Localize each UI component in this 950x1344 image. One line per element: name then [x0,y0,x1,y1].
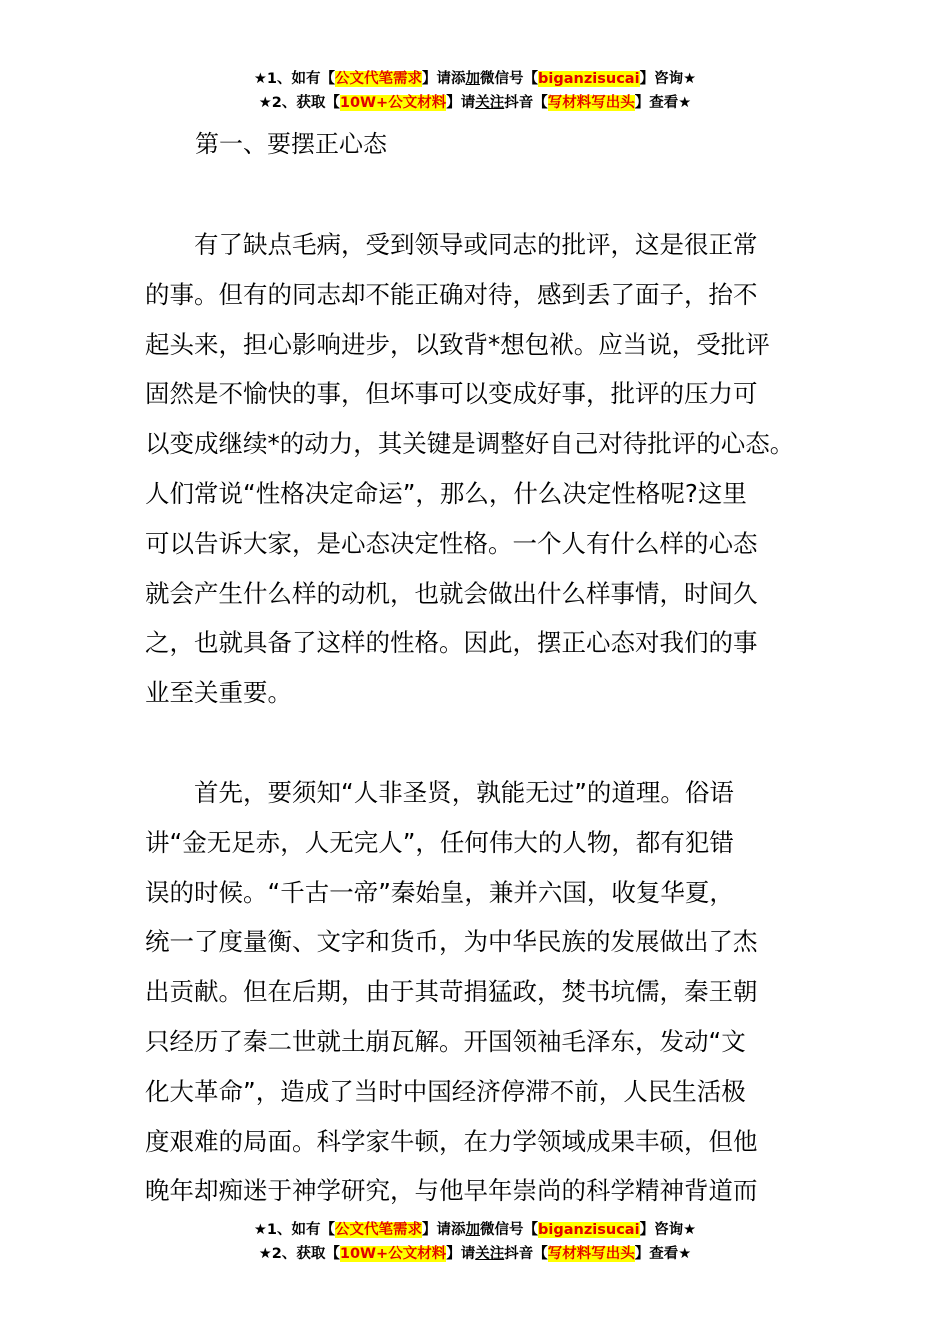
banner-text: 微信号【 [480,1222,539,1238]
banner-highlight: 公文代笔需求 [335,1222,423,1238]
paragraph-line: 晚年却痴迷于神学研究，与他早年崇尚的科学精神背道而 [145,1176,758,1206]
paragraph-line: 讲“金无足赤，人无完人”，任何伟大的人物，都有犯错 [145,827,734,857]
banner-line-1 [0,67,950,91]
paragraph-line: 出贡献。但在后期，由于其苛捐猛政，焚书坑儒，秦王朝 [145,977,758,1007]
paragraph-1 [145,220,825,718]
banner-text: 】查看★ [634,95,692,111]
header-banner [0,67,950,115]
banner-line-2 [0,91,950,115]
banner-highlight: 公文代笔需求 [335,71,423,87]
paragraph-line: 人们常说“性格决定命运”，那么，什么决定性格呢?这里 [145,478,747,508]
paragraph-line: 以变成继续*的动力，其关键是调整好自己对待批评的心态。 [145,429,795,459]
banner-text: 微信号【 [480,71,539,87]
banner-text: 】请添 [422,71,466,87]
paragraph-line: 只经历了秦二世就土崩瓦解。开国领袖毛泽东，发动“文 [145,1026,746,1056]
banner-text: 】请 [446,1246,476,1262]
paragraph-line: 化大革命”，造成了当时中国经济停滞不前，人民生活极 [145,1076,746,1106]
paragraph-line: 可以告诉大家，是心态决定性格。一个人有什么样的心态 [145,528,758,558]
banner-text: 抖音【 [504,95,548,111]
banner-underline-text: 加 [465,71,481,87]
footer-banner [0,1218,950,1266]
banner-underline-text: 关注 [475,1246,505,1262]
banner-text: 】请添 [422,1222,466,1238]
banner-line-1 [0,1218,950,1242]
banner-text: 】咨询★ [639,71,697,87]
paragraph-2 [145,768,825,1216]
paragraph-line: 就会产生什么样的动机，也就会做出什么样事情，时间久 [145,578,758,608]
banner-highlight: 10W+公文材料 [339,95,447,111]
paragraph-line: 首先，要须知“人非圣贤，孰能无过”的道理。俗语 [145,778,734,807]
banner-highlight: biganzisucai [538,1222,640,1238]
paragraph-line: 统一了度量衡、文字和货币，为中华民族的发展做出了杰 [145,927,758,957]
banner-highlight: 写材料写出头 [547,95,635,111]
banner-underline-text: 加 [465,1222,481,1238]
paragraph-line: 起头来，担心影响进步，以致背*想包袱。应当说，受批评 [145,329,770,359]
paragraph-line: 度艰难的局面。科学家牛顿，在力学领域成果丰硕，但他 [145,1126,758,1156]
banner-text: 】请 [446,95,476,111]
banner-highlight: 写材料写出头 [547,1246,635,1262]
paragraph-line: 之，也就具备了这样的性格。因此，摆正心态对我们的事 [145,628,758,658]
banner-highlight: biganzisucai [538,71,640,87]
banner-line-2 [0,1242,950,1266]
banner-text: 抖音【 [504,1246,548,1262]
banner-underline-text: 关注 [475,95,505,111]
banner-text: ★1、如有【 [253,1222,336,1238]
paragraph-line: 有了缺点毛病，受到领导或同志的批评，这是很正常 [145,230,758,259]
banner-text: 】查看★ [634,1246,692,1262]
banner-highlight: 10W+公文材料 [339,1246,447,1262]
paragraph-line: 误的时候。“千古一帝”秦始皇，兼并六国，收复华夏， [145,877,734,907]
banner-text: ★2、获取【 [258,1246,340,1262]
paragraph-line: 的事。但有的同志却不能正确对待，感到丢了面子，抬不 [145,279,758,309]
paragraph-line: 固然是不愉快的事，但坏事可以变成好事，批评的压力可 [145,379,758,409]
section-heading: 第一、要摆正心态 [195,130,387,158]
banner-text: ★2、获取【 [258,95,340,111]
banner-text: 】咨询★ [639,1222,697,1238]
paragraph-line: 业至关重要。 [145,678,292,708]
banner-text: ★1、如有【 [253,71,336,87]
